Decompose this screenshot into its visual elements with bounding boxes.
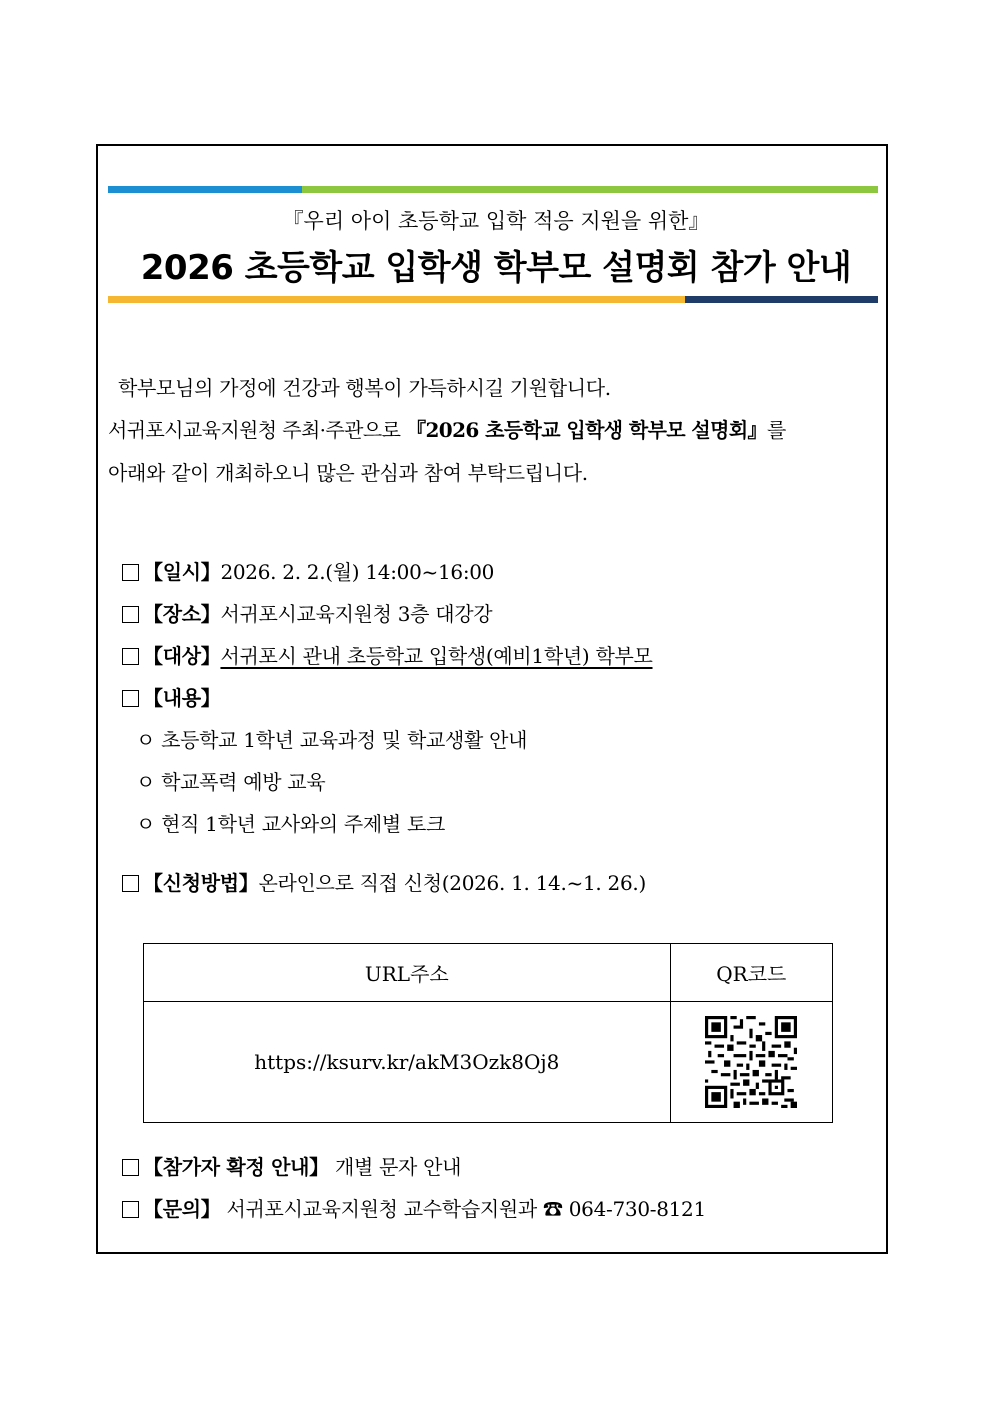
content-label: 【내용】	[143, 686, 221, 710]
place-label: 【장소】	[143, 602, 221, 626]
checkbox-icon	[122, 564, 139, 581]
item-date	[122, 556, 494, 585]
url-header: URL주소	[144, 944, 671, 1002]
item-contact	[122, 1193, 706, 1222]
application-table	[143, 943, 833, 1123]
header-top-bar-green	[302, 186, 878, 193]
date-label: 【일시】	[143, 560, 221, 584]
intro-line-2	[108, 414, 786, 443]
item-confirm	[122, 1151, 461, 1180]
confirm-value: 개별 문자 안내	[334, 1155, 462, 1179]
intro-line-2-text: 서귀포시교육지원청 주최·주관으로	[108, 418, 407, 442]
item-content	[122, 682, 220, 711]
contact-label: 【문의】	[143, 1197, 221, 1221]
contact-value: 서귀포시교육지원청 교수학습지원과	[226, 1197, 537, 1221]
checkbox-icon	[122, 875, 139, 892]
qr-header: QR코드	[670, 944, 832, 1002]
subtitle: 『우리 아이 초등학교 입학 적응 지원을 위한』	[282, 209, 710, 233]
survey-url[interactable]: https://ksurv.kr/akM3Ozk8Oj8	[144, 1002, 671, 1123]
apply-value: 온라인으로 직접 신청(2026. 1. 14.~1. 26.)	[258, 871, 646, 895]
header-top-bar-blue	[108, 186, 302, 193]
item-place	[122, 598, 492, 627]
checkbox-icon	[122, 648, 139, 665]
item-apply	[122, 867, 646, 896]
item-target	[122, 640, 653, 669]
target-label: 【대상】	[143, 644, 221, 668]
checkbox-icon	[122, 690, 139, 707]
header-bottom-bar-yellow	[108, 296, 685, 303]
qr-code-cell	[670, 1002, 832, 1123]
phone-icon: ☎	[542, 1197, 563, 1221]
place-value: 서귀포시교육지원청 3층 대강강	[220, 602, 493, 626]
page-title: 2026 초등학교 입학생 학부모 설명회 참가 안내	[140, 248, 852, 288]
event-name: 『2026 초등학교 입학생 학부모 설명회』	[406, 418, 767, 442]
content-bullet-3: ㅇ 현직 1학년 교사와의 주제별 토크	[136, 812, 445, 836]
qr-code-icon[interactable]	[705, 1016, 797, 1108]
date-value: 2026. 2. 2.(월) 14:00~16:00	[220, 560, 495, 584]
target-value: 서귀포시 관내 초등학교 입학생(예비1학년) 학부모	[220, 644, 653, 668]
intro-line-2-suffix: 를	[766, 418, 786, 442]
intro-line-3: 아래와 같이 개최하오니 많은 관심과 참여 부탁드립니다.	[108, 461, 588, 485]
checkbox-icon	[122, 606, 139, 623]
content-bullet-1: ㅇ 초등학교 1학년 교육과정 및 학교생활 안내	[136, 728, 528, 752]
confirm-label: 【참가자 확정 안내】	[143, 1155, 329, 1179]
contact-phone: 064-730-8121	[568, 1197, 706, 1221]
header-bottom-bar-navy	[685, 296, 878, 303]
apply-label: 【신청방법】	[143, 871, 259, 895]
intro-line-1: 학부모님의 가정에 건강과 행복이 가득하시길 기원합니다.	[118, 376, 611, 400]
checkbox-icon	[122, 1201, 139, 1218]
content-bullet-2: ㅇ 학교폭력 예방 교육	[136, 770, 326, 794]
checkbox-icon	[122, 1159, 139, 1176]
